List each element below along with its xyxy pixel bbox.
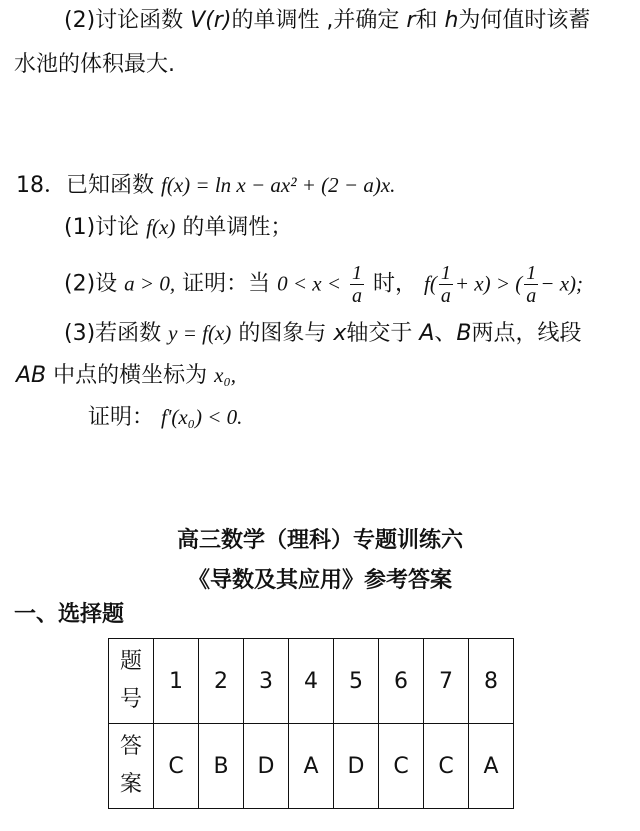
- q18-p2-ineq2-c: − x);: [540, 271, 584, 296]
- q18-part2: [64, 262, 583, 307]
- table-cell-number: 8: [469, 639, 514, 724]
- answer-table: [108, 638, 514, 809]
- q17-var-h: h: [444, 8, 459, 33]
- q18-part3-line2: [16, 360, 236, 391]
- q18-p3-text-d: 、: [434, 321, 457, 346]
- q18-p3-line2-text: 中点的横坐标为: [53, 363, 208, 388]
- table-cell-answer: C: [424, 724, 469, 809]
- q18-p1-func: f(x): [146, 215, 176, 239]
- q17-var-r: r: [406, 8, 416, 33]
- q18-p2-condition: a > 0,: [124, 271, 176, 296]
- q18-p3-text-a: (3)若函数: [64, 321, 162, 346]
- q18-p3-text-b: 的图象与: [238, 321, 334, 346]
- table-cell-answer: A: [469, 724, 514, 809]
- q17-part2-text-e: 和: [415, 8, 445, 33]
- frac-numerator: 1: [440, 262, 451, 284]
- q17-part2-line1: [64, 6, 590, 36]
- q17-part2-text-line2: 水池的体积最大.: [14, 52, 175, 77]
- q18-p3-x: x: [333, 321, 347, 346]
- q17-part2-text-c: 的单调性 ,并确定: [231, 8, 407, 33]
- q18-function: f(x) = ln x − ax² + (2 − a)x.: [161, 173, 396, 197]
- table-cell-number: 1: [154, 639, 199, 724]
- q18-p2-text-a: (2)设: [64, 271, 118, 297]
- table-row-answers: [109, 724, 514, 809]
- q18-p2-ineq2-a: f(: [424, 271, 437, 296]
- answer-title-1: 高三数学（理科）专题训练六: [176, 528, 463, 553]
- q18-p3-B: B: [456, 321, 472, 346]
- q18-part3-line1: [64, 318, 582, 349]
- q18-p3-func: y = f(x): [168, 321, 232, 345]
- table-header-number: [109, 639, 154, 724]
- q18-p2-text-b: 证明：当: [182, 271, 271, 297]
- table-cell-number: 6: [379, 639, 424, 724]
- q18-p3-line3-text: 证明：: [88, 405, 155, 430]
- frac-denominator: a: [352, 285, 363, 307]
- frac-numerator: 1: [526, 262, 537, 284]
- frac-numerator: 1: [352, 262, 363, 284]
- q17-part2-line2: [14, 50, 175, 80]
- table-cell-answer: C: [379, 724, 424, 809]
- header-char: 题: [119, 649, 142, 674]
- q18-stem: [16, 170, 395, 201]
- q18-p1-text-b: 的单调性；: [182, 215, 293, 240]
- q18-p3-text-c: 轴交于: [346, 321, 420, 346]
- table-cell-number: 2: [199, 639, 244, 724]
- table-cell-answer: C: [154, 724, 199, 809]
- header-char: 案: [119, 772, 142, 797]
- table-row-numbers: [109, 639, 514, 724]
- q18-p2-fraction-1: [350, 262, 364, 307]
- frac-denominator: a: [440, 285, 451, 307]
- table-cell-answer: A: [289, 724, 334, 809]
- q18-p3-AB: AB: [16, 363, 47, 388]
- table-header-answer: [109, 724, 154, 809]
- q17-part2-text-a: (2)讨论函数: [64, 8, 191, 33]
- q18-p1-text-a: (1)讨论: [64, 215, 140, 240]
- table-cell-answer: D: [334, 724, 379, 809]
- q18-label: 18．已知函数: [16, 173, 154, 198]
- q18-p2-ineq-left: 0 < x <: [277, 271, 342, 296]
- table-cell-number: 3: [244, 639, 289, 724]
- q18-p3-A: A: [419, 321, 435, 346]
- table-cell-answer: B: [199, 724, 244, 809]
- frac-denominator: a: [526, 285, 537, 307]
- q18-p3-line3-math: f'(x₀) < 0.: [161, 405, 243, 429]
- q18-p2-text-c: 时，: [373, 271, 418, 297]
- table-cell-number: 5: [334, 639, 379, 724]
- q18-p3-text-e: 两点，线段: [471, 321, 582, 346]
- table-cell-number: 4: [289, 639, 334, 724]
- section-heading-choice: 一、选择题: [14, 602, 125, 627]
- q17-part2-text-g: 为何值时该蓄: [458, 8, 591, 33]
- q18-part3-line3: [88, 402, 242, 433]
- header-char: 答: [119, 734, 142, 759]
- q17-var-v: V(r): [190, 8, 232, 33]
- q18-p2-ineq2-b: + x) > (: [454, 271, 523, 296]
- q18-part1: [64, 212, 292, 243]
- table-cell-answer: D: [244, 724, 289, 809]
- table-cell-number: 7: [424, 639, 469, 724]
- q18-p2-fraction-2: [439, 262, 453, 307]
- q18-p3-x0: x₀,: [214, 363, 237, 387]
- header-char: 号: [119, 687, 142, 712]
- q18-p2-fraction-3: [524, 262, 538, 307]
- answer-title-2: 《导数及其应用》参考答案: [187, 568, 452, 593]
